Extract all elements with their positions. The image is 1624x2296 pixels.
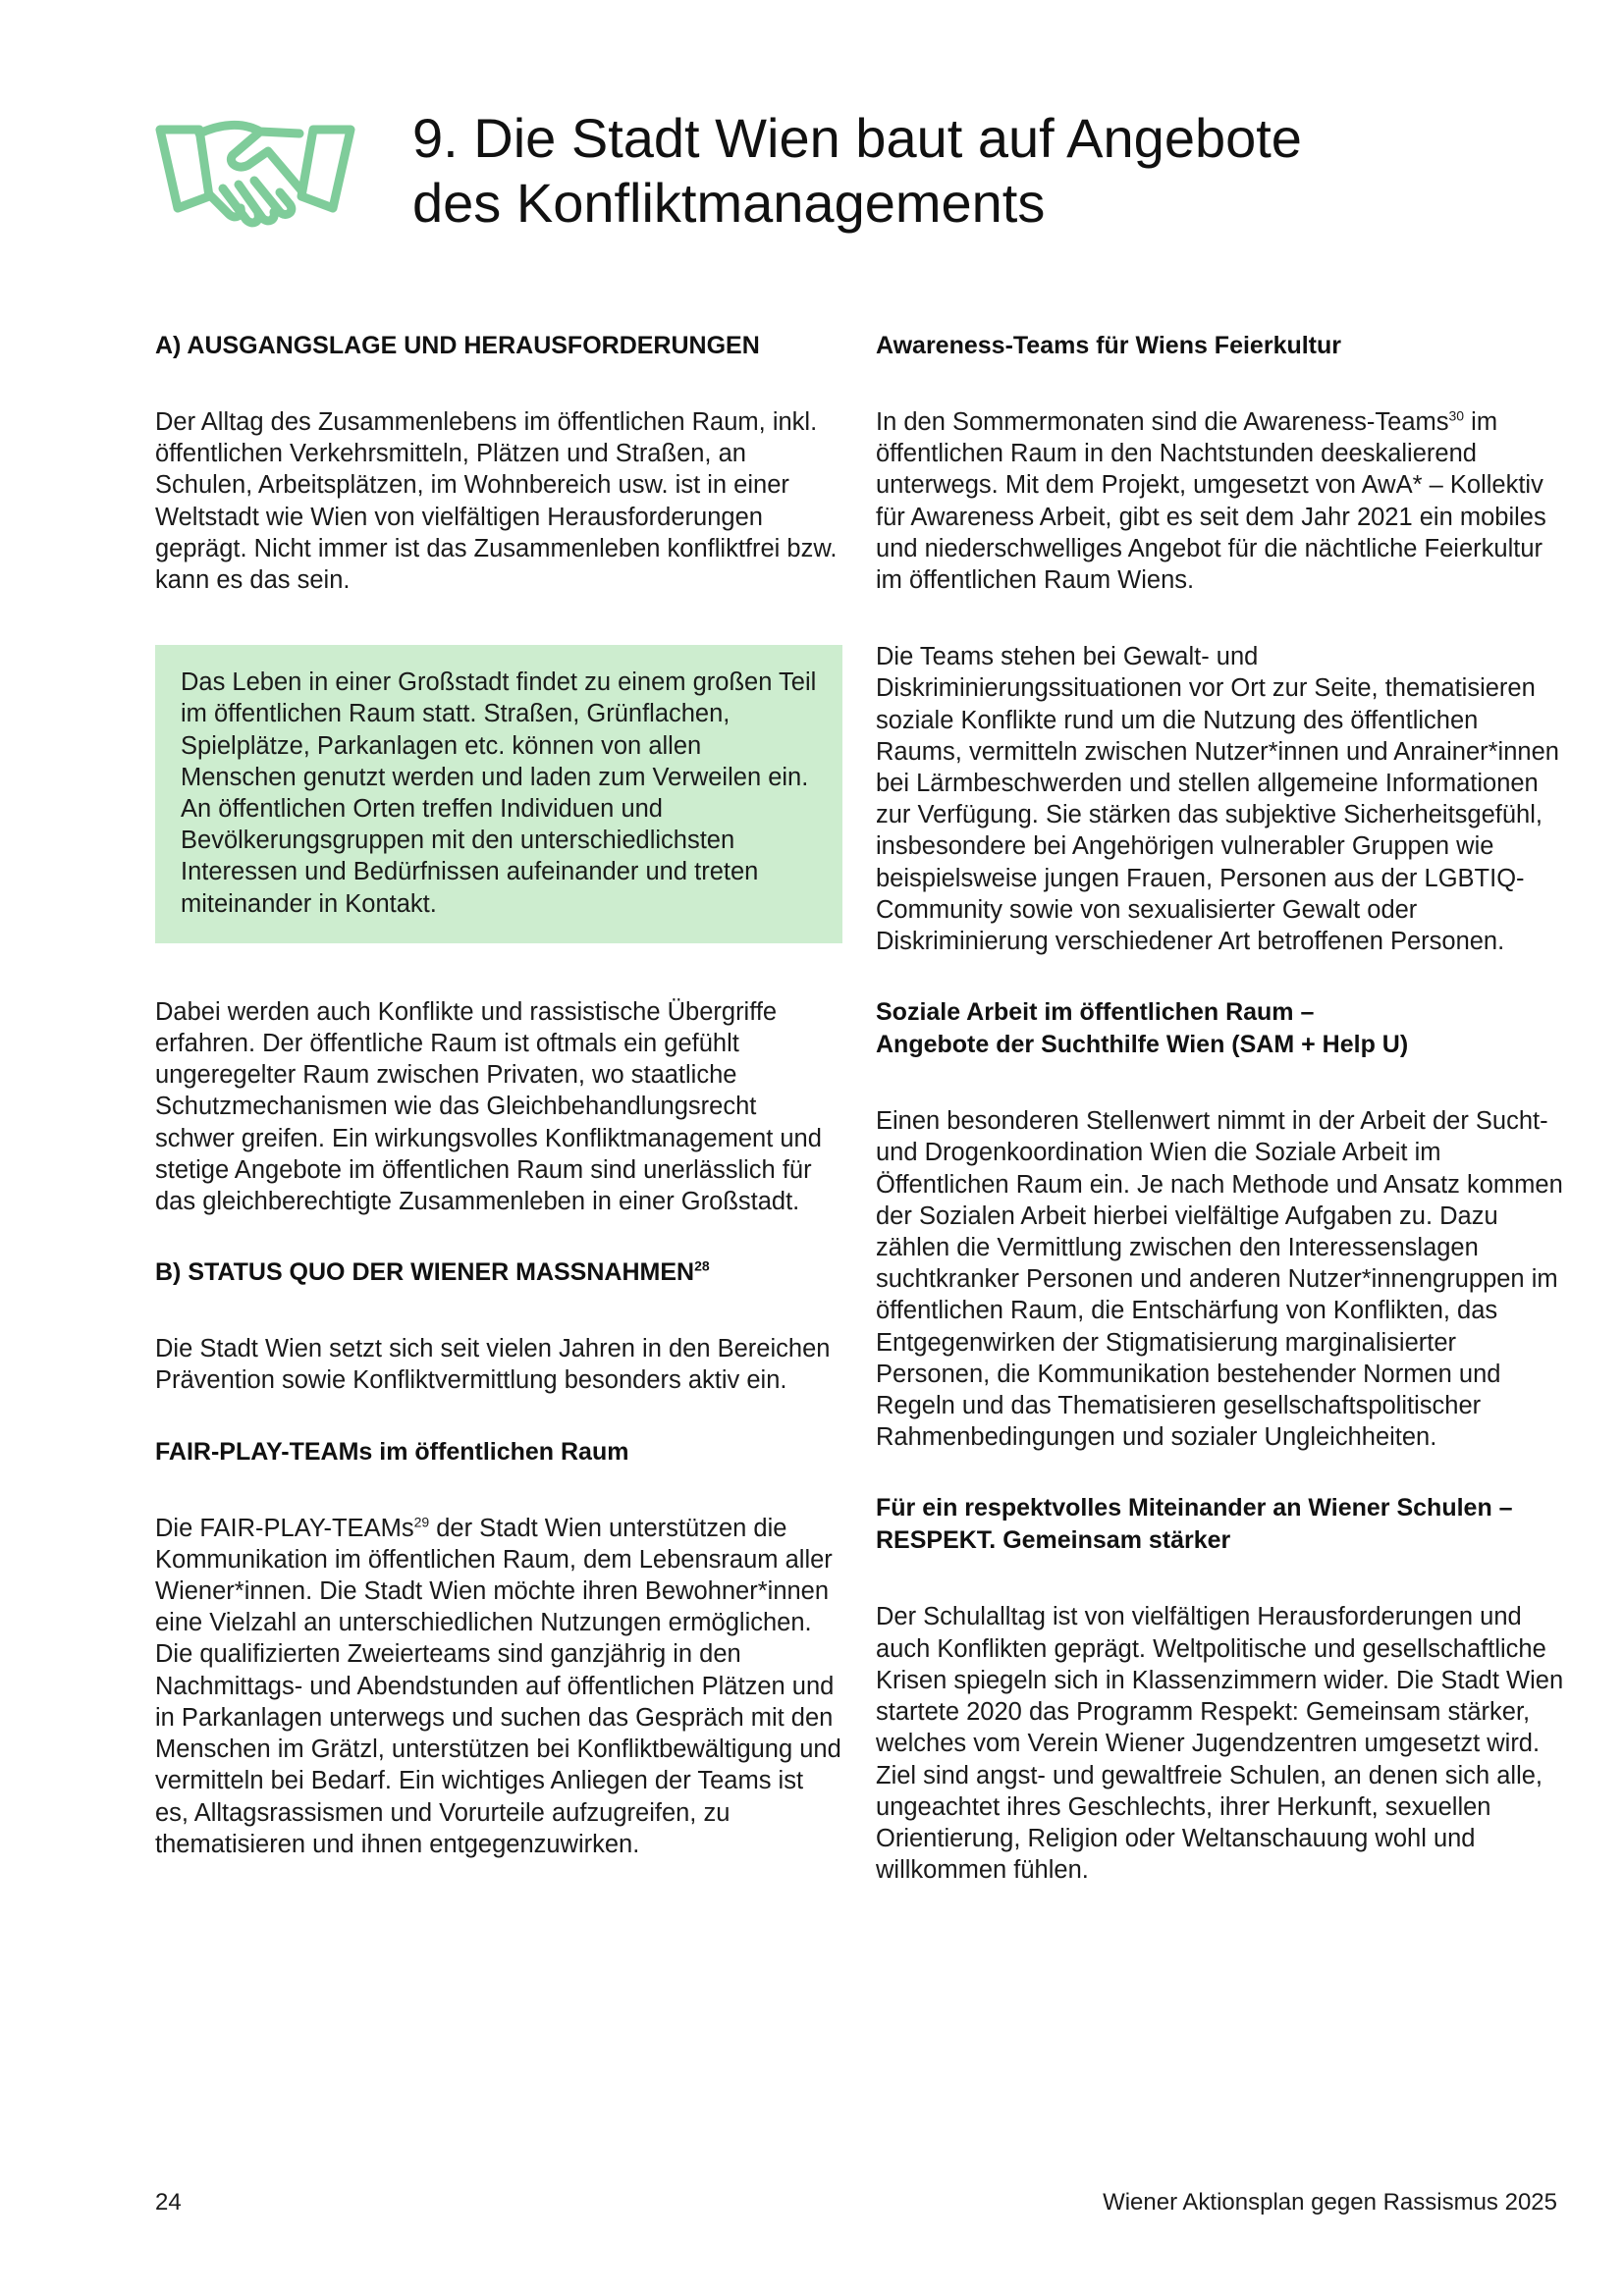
footnote-ref-30: 30: [1448, 407, 1465, 424]
awareness-heading: Awareness-Teams für Wiens Feierkultur: [876, 332, 1342, 359]
handshake-icon: [152, 110, 358, 238]
right-column: [876, 330, 1569, 1886]
callout-box: [155, 645, 842, 943]
section-b-paragraph-1: Die Stadt Wien setzt sich seit vielen Jahren in den Bereichen Prävention sowie Konfliktvermittlung besonders aktiv ein.: [155, 1335, 831, 1395]
respekt-paragraph: Der Schulalltag ist von vielfältigen Herausforderungen und auch Konflikten geprägt. Weltpolitische und gesellschaftliche Krisen spiegeln sich in Klassenzimmern wider. Die Stadt Wien startete 2020 das Programm Respekt: Gemeinsam stärker, welches vom Verein Wiener Jugendzentren umgesetzt wird. Ziel sind angst- und gewaltfreie Schulen, an denen sich alle, ungeachtet ihres Geschlechts, ihrer Herkunft, sexuellen Orientierung, Religion oder Weltanschauung wohl und willkommen fühlen.: [876, 1603, 1564, 1885]
respekt-heading-line-1: Für ein respektvolles Miteinander an Wiener Schulen –: [876, 1494, 1513, 1522]
fairplay-paragraph: [155, 1513, 842, 1860]
sam-paragraph: Einen besonderen Stellenwert nimmt in der Arbeit der Sucht- und Drogenkoordination Wien die Soziale Arbeit im Öffentlichen Raum ein. Je nach Methode und Ansatz kommen der Sozialen Arbeit hierbei vielfältige Aufgaben zu. Dazu zählen die Vermittlung zwischen den Interessenslagen suchtkranker Personen und anderen Nutzer*innengruppen im öffentlichen Raum, die Entschärfung von Konflikten, das Entgegenwirken der Stigmatisierung marginalisierter Personen, die Kommunikation bestehender Normen und Regeln und das Thematisieren gesellschaftspolitischer Rahmenbedingungen und sozialer Ungleichheiten.: [876, 1107, 1563, 1452]
section-b-heading-text: B) STATUS QUO DER WIENER MASSNAHMEN: [155, 1258, 695, 1287]
title-line-1: 9. Die Stadt Wien baut auf Angebote: [412, 107, 1302, 169]
page-number: 24: [155, 2189, 182, 2216]
page-title: [412, 106, 1492, 236]
respekt-heading: [876, 1492, 1569, 1557]
footnote-ref-28: 28: [694, 1257, 710, 1274]
sam-heading-line-2: Angebote der Suchthilfe Wien (SAM + Help U): [876, 1031, 1409, 1059]
section-a-paragraph-1: Der Alltag des Zusammenlebens im öffentlichen Raum, inkl. öffentlichen Verkehrsmitteln, Plätzen und Straßen, an Schulen, Arbeitsplätzen, im Wohnbereich usw. ist in einer Weltstadt wie Wien von vielfältigen Herausforderungen geprägt. Nicht immer ist das Zusammenleben konfliktfrei bzw. kann es das sein.: [155, 408, 838, 595]
footnote-ref-29: 29: [413, 1514, 430, 1530]
sam-heading: [876, 996, 1569, 1061]
left-column: [155, 330, 842, 1860]
awareness-lead: In den Sommermonaten sind die Awareness-Teams: [876, 408, 1449, 436]
section-a-paragraph-2: Dabei werden auch Konflikte und rassistische Übergriffe erfahren. Der öffentliche Raum ist oftmals ein gefühlt ungeregelter Raum zwischen Privaten, wo staatliche Schutzmechanismen wie das Gleichbehandlungsrecht schwer greifen. Ein wirkungsvolles Konfliktmanagement und stetige Angebote im öffentlichen Raum sind unerlässlich für das gleichberechtigte Zusammenleben in einer Großstadt.: [155, 997, 822, 1216]
fairplay-heading: FAIR-PLAY-TEAMs im öffentlichen Raum: [155, 1437, 629, 1466]
awareness-paragraph-1: [876, 406, 1569, 596]
awareness-rest: im öffentlichen Raum in den Nachtstunden deeskalierend unterwegs. Mit dem Projekt, umgesetzt von AwA* – Kollektiv für Awareness Arbeit, gibt es seit dem Jahr 2021 ein mobiles und niederschwelliges Angebot für die nächtliche Feierkultur im öffentlichen Raum Wiens.: [876, 408, 1546, 595]
title-line-2: des Konfliktmanagements: [412, 172, 1046, 234]
sam-heading-line-1: Soziale Arbeit im öffentlichen Raum –: [876, 998, 1315, 1027]
section-b-heading: [155, 1256, 842, 1289]
section-a-heading: A) AUSGANGSLAGE UND HERAUSFORDERUNGEN: [155, 332, 760, 359]
publication-title: Wiener Aktionsplan gegen Rassismus 2025: [1103, 2189, 1557, 2216]
fairplay-rest: der Stadt Wien unterstützen die Kommunikation im öffentlichen Raum, dem Lebensraum aller Wiener*innen. Die Stadt Wien möchte ihren Bewohner*innen eine Vielzahl an unterschiedlichen Nutzungen ermöglichen. Die qualifizierten Zweierteams sind ganzjährig in den Nachmittags- und Abendstunden auf öffentlichen Plätzen und in Parkanlagen unterwegs und suchen das Gespräch mit den Menschen im Grätzl, unterstützen bei Konfliktbewältigung und vermitteln bei Bedarf. Ein wichtiges Anliegen der Teams ist es, Alltagsrassismen und Vorurteile aufzugreifen, zu thematisieren und ihnen entgegenzuwirken.: [155, 1514, 841, 1858]
respekt-heading-line-2: RESPEKT. Gemeinsam stärker: [876, 1526, 1231, 1555]
callout-text: Das Leben in einer Großstadt findet zu einem großen Teil im öffentlichen Raum statt. Straßen, Grünflachen, Spielplätze, Parkanlagen etc. können von allen Menschen genutzt werden und laden zum Verweilen ein. An öffentlichen Orten treffen Individuen und Bevölkerungsgruppen mit den unterschiedlichsten Interessen und Bedürfnissen aufeinander und treten miteinander in Kontakt.: [181, 668, 817, 918]
fairplay-lead: Die FAIR-PLAY-TEAMs: [155, 1514, 414, 1542]
awareness-paragraph-2: Die Teams stehen bei Gewalt- und Diskriminierungssituationen vor Ort zur Seite, thematisieren soziale Konflikte rund um die Nutzung des öffentlichen Raums, vermitteln zwischen Nutzer*innen und Anrainer*innen bei Lärmbeschwerden und stellen allgemeine Informationen zur Verfügung. Sie stärken das subjektive Sicherheitsgefühl, insbesondere bei Angehörigen vulnerabler Gruppen wie beispielsweise jungen Frauen, Personen aus der LGBTIQ-Community sowie von sexualisierter Gewalt oder Diskriminierung verschiedener Art betroffenen Personen.: [876, 643, 1559, 956]
